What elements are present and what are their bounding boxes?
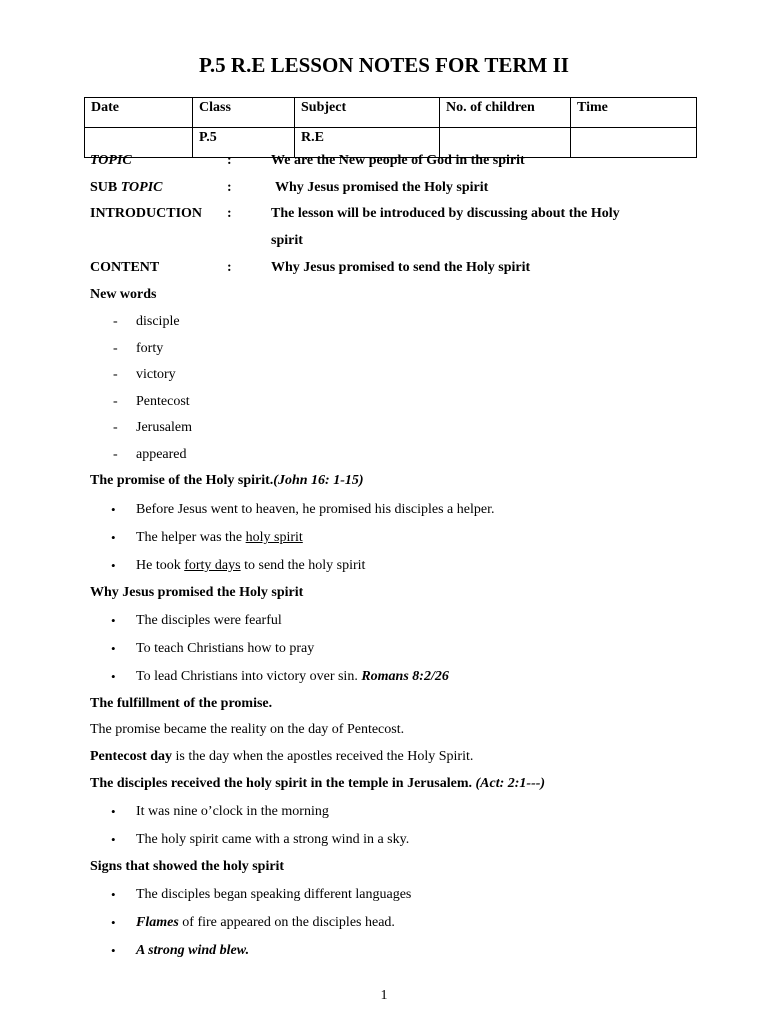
- fulfillment-heading: The fulfillment of the promise.: [90, 696, 273, 711]
- bullet-marker: •: [111, 943, 116, 958]
- fulfillment-line-2: [90, 750, 473, 764]
- bullet-marker: •: [111, 915, 116, 930]
- dash-marker: -: [113, 420, 118, 435]
- bullet-marker: •: [111, 558, 116, 573]
- signs-item-2: [136, 916, 395, 930]
- promise-item-2: [136, 531, 303, 545]
- new-word-item: forty: [136, 341, 164, 356]
- fulfillment-item-1: It was nine o’clock in the morning: [136, 804, 329, 819]
- signs-heading: Signs that showed the holy spirit: [90, 859, 285, 874]
- sub-topic-label: [90, 181, 162, 195]
- bullet-marker: •: [111, 887, 116, 902]
- new-word-item: Jerusalem: [136, 420, 192, 435]
- forty-days-underlined: forty days: [184, 558, 241, 573]
- why-heading: Why Jesus promised the Holy spirit: [90, 585, 304, 600]
- page-title: P.5 R.E LESSON NOTES FOR TERM II: [199, 53, 569, 77]
- bullet-marker: •: [111, 641, 116, 656]
- bullet-marker: •: [111, 613, 116, 628]
- cell-subject: R.E: [295, 128, 440, 158]
- header-children: No. of children: [440, 98, 571, 128]
- new-word-item: victory: [136, 367, 176, 382]
- promise-heading-text: The promise of the Holy spirit.: [90, 473, 274, 488]
- romans-reference: Romans 8:2/26: [361, 669, 449, 684]
- new-word-item: disciple: [136, 314, 180, 329]
- promise-item-3-post: to send the holy spirit: [240, 558, 366, 573]
- topic-colon: :: [227, 153, 232, 168]
- intro-label: INTRODUCTION: [90, 206, 203, 221]
- cell-class: P.5: [193, 128, 295, 158]
- intro-value-line2: spirit: [271, 233, 303, 248]
- table-header-row: [85, 98, 697, 128]
- topic-label: TOPIC: [90, 153, 132, 168]
- dash-marker: -: [113, 341, 118, 356]
- bullet-marker: •: [111, 804, 116, 819]
- why-item-2: To teach Christians how to pray: [136, 641, 315, 656]
- bullet-marker: •: [111, 669, 116, 684]
- signs-item-1: The disciples began speaking different languages: [136, 887, 412, 902]
- promise-item-3: [136, 559, 365, 573]
- promise-item-2-text: The helper was the: [136, 530, 246, 545]
- why-item-3-text: To lead Christians into victory over sin.: [136, 669, 362, 684]
- why-item-3: [136, 670, 449, 684]
- fulfillment-line-1: The promise became the reality on the day of Pentecost.: [90, 722, 405, 737]
- new-word-item: Pentecost: [136, 394, 190, 409]
- intro-colon: :: [227, 206, 232, 221]
- bullet-marker: •: [111, 832, 116, 847]
- pentecost-day-term: Pentecost day: [90, 749, 173, 764]
- signs-item-2-text: of fire appeared on the disciples head.: [178, 915, 395, 930]
- promise-item-3-pre: He took: [136, 558, 185, 573]
- cell-time: [571, 128, 697, 158]
- topic-value: We are the New people of God in the spirit: [271, 153, 525, 168]
- dash-marker: -: [113, 394, 118, 409]
- pentecost-day-definition: is the day when the apostles received the Holy Spirit.: [172, 749, 474, 764]
- content-colon: :: [227, 260, 232, 275]
- intro-value-line1: The lesson will be introduced by discussing about the Holy: [271, 206, 620, 221]
- fulfillment-item-2: The holy spirit came with a strong wind in a sky.: [136, 832, 410, 847]
- fulfillment-line-3-text: The disciples received the holy spirit in the temple in Jerusalem.: [90, 776, 476, 791]
- lesson-info-table: [84, 97, 697, 158]
- content-value: Why Jesus promised to send the Holy spirit: [271, 260, 531, 275]
- header-date: Date: [85, 98, 193, 128]
- bullet-marker: •: [111, 502, 116, 517]
- why-item-1: The disciples were fearful: [136, 613, 282, 628]
- sub-prefix: SUB: [90, 180, 121, 195]
- promise-item-1: Before Jesus went to heaven, he promised his disciples a helper.: [136, 502, 495, 517]
- page-number: 1: [380, 988, 388, 1003]
- dash-marker: -: [113, 447, 118, 462]
- dash-marker: -: [113, 367, 118, 382]
- fulfillment-line-3: [90, 777, 545, 791]
- new-word-item: appeared: [136, 447, 187, 462]
- promise-reference: (John 16: 1-15): [273, 473, 364, 488]
- dash-marker: -: [113, 314, 118, 329]
- sub-topic-colon: :: [227, 180, 232, 195]
- flames-term: Flames: [136, 915, 179, 930]
- sub-topic-value: Why Jesus promised the Holy spirit: [275, 180, 489, 195]
- bullet-marker: •: [111, 530, 116, 545]
- new-words-heading: New words: [90, 287, 157, 302]
- header-class: Class: [193, 98, 295, 128]
- holy-spirit-underlined: holy spirit: [245, 530, 303, 545]
- signs-item-3: A strong wind blew.: [136, 943, 250, 958]
- header-time: Time: [571, 98, 697, 128]
- acts-reference: (Act: 2:1---): [475, 776, 546, 791]
- promise-heading: [90, 474, 364, 488]
- content-label: CONTENT: [90, 260, 160, 275]
- header-subject: Subject: [295, 98, 440, 128]
- sub-topic-word: TOPIC: [120, 180, 163, 195]
